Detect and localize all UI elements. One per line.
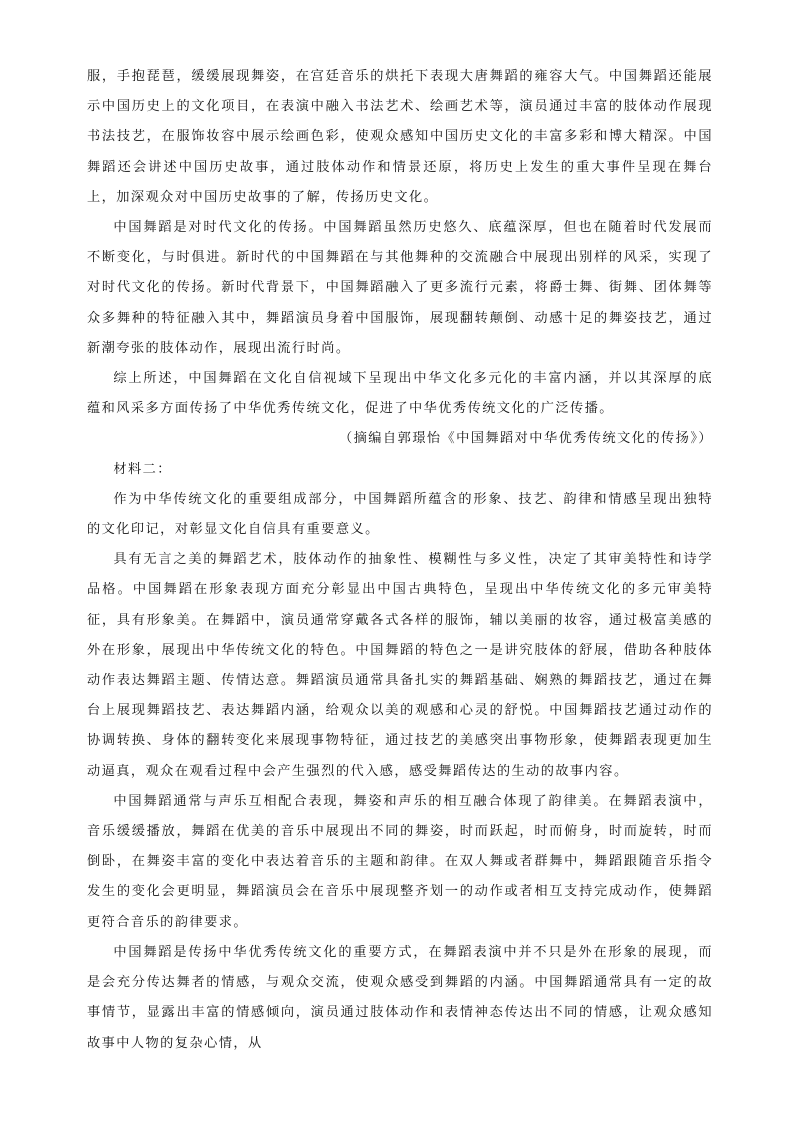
source-citation: （摘编自郭璟怡《中国舞蹈对中华优秀传统文化的传扬》）	[339, 431, 713, 447]
paragraph-material-two-intro: 作为中华传统文化的重要组成部分，中国舞蹈所蕴含的形象、技艺、韵律和情感呈现出独特的文化印记，对彰显文化自信具有重要意义。	[87, 491, 713, 538]
paragraph-summary: 综上所述，中国舞蹈在文化自信视域下呈现出中华文化多元化的丰富内涵，并以其深厚的底蕴和风采多方面传扬了中华优秀传统文化，促进了中华优秀传统文化的广泛传播。	[87, 371, 713, 417]
material-two-heading: 材料二：	[113, 461, 172, 477]
paragraph-image-beauty: 具有无言之美的舞蹈艺术，肢体动作的抽象性、模糊性与多义性，决定了其审美特性和诗学品格。中国舞蹈在形象表现方面充分彰显出中国古典特色，呈现出中华传统文化的多元审美特征，具有形象美。在舞蹈中，演员通常穿戴各式各样的服饰，辅以美丽的妆容，通过极富美感的外在形象，展现出中华传统文化的特色。中国舞蹈的特色之一是讲究肢体的舒展，借助各种肢体动作表达舞蹈主题、传情达意。舞蹈演员通常具备扎实的舞蹈基础、娴熟的舞蹈技艺，通过在舞台上展现舞蹈技艺、表达舞蹈内涵，给观众以美的观感和心灵的舒悦。中国舞蹈技艺通过动作的协调转换、身体的翻转变化来展现事物特征，通过技艺的美感突出事物形象，使舞蹈表现更加生动逼真，观众在观看过程中会产生强烈的代入感，感受舞蹈传达的生动的故事内容。	[87, 552, 713, 779]
paragraph-emotion: 中国舞蹈是传扬中华优秀传统文化的重要方式，在舞蹈表演中并不只是外在形象的展现，而是会充分传达舞者的情感，与观众交流，使观众感受到舞蹈的内涵。中国舞蹈通常具有一定的故事情节，显露出丰富的情感倾向，演员通过肢体动作和表情神态传达出不同的情感，让观众感知故事中人物的复杂心情，从	[87, 944, 713, 1051]
paragraph-continued: 服，手抱琵琶，缓缓展现舞姿，在宫廷音乐的烘托下表现大唐舞蹈的雍容大气。中国舞蹈还能展示中国历史上的文化项目，在表演中融入书法艺术、绘画艺术等，演员通过丰富的肢体动作展现书法技艺，在服饰妆容中展示绘画色彩，使观众感知中国历史文化的丰富多彩和博大精深。中国舞蹈还会讲述中国历史故事，通过肢体动作和情景还原，将历史上发生的重大事件呈现在舞台上，加深观众对中国历史故事的了解，传扬历史文化。	[87, 69, 713, 205]
document-page	[87, 62, 713, 1059]
paragraph-era-culture: 中国舞蹈是对时代文化的传扬。中国舞蹈虽然历史悠久、底蕴深厚，但也在随着时代发展而不断变化，与时俱进。新时代的中国舞蹈在与其他舞种的交流融合中展现出别样的风采，实现了对时代文化的传扬。新时代背景下，中国舞蹈融入了更多流行元素，将爵士舞、街舞、团体舞等众多舞种的特征融入其中，舞蹈演员身着中国服饰，展现翻转颠倒、动感十足的舞姿技艺，通过新潮夸张的肢体动作，展现出流行时尚。	[87, 220, 713, 356]
paragraph-rhythm-beauty: 中国舞蹈通常与声乐互相配合表现，舞姿和声乐的相互融合体现了韵律美。在舞蹈表演中，音乐缓缓播放，舞蹈在优美的音乐中展现出不同的舞姿，时而跃起，时而俯身，时而旋转，时而倒卧，在舞姿丰富的变化中表达着音乐的主题和韵律。在双人舞或者群舞中，舞蹈跟随音乐指令发生的变化会更明显，舞蹈演员会在音乐中展现整齐划一的动作或者相互支持完成动作，使舞蹈更符合音乐的韵律要求。	[87, 793, 713, 930]
